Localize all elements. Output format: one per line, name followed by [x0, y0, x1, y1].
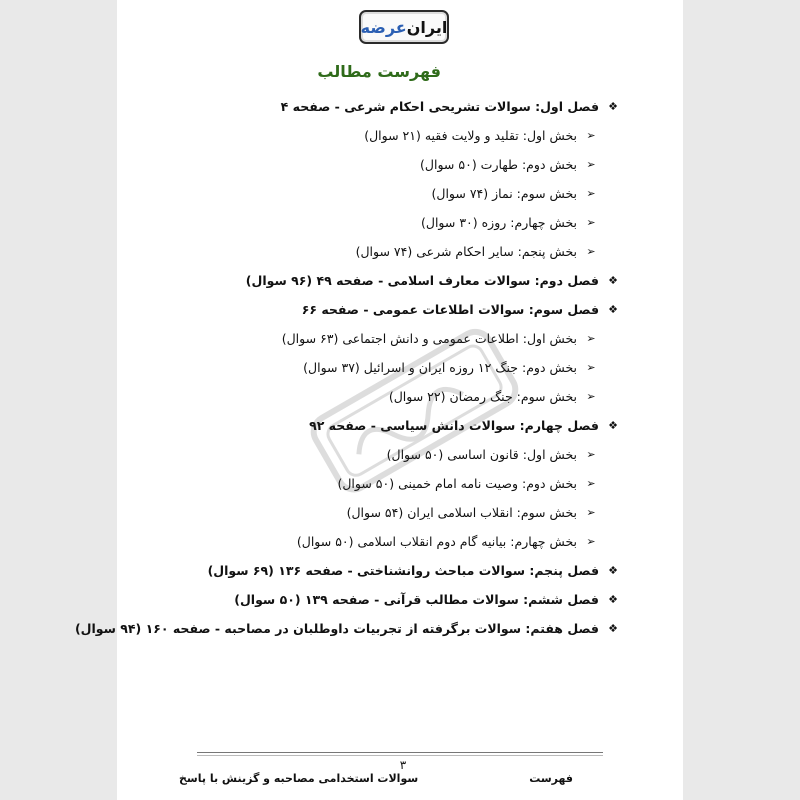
arrow-bullet-icon: ➢ — [586, 447, 596, 461]
toc-chapter-entry[interactable] — [75, 617, 621, 639]
toc-chapter-entry[interactable] — [309, 414, 621, 436]
toc-entry-text: بخش دوم: جنگ ۱۲ روزه ایران و اسرائیل (۳۷ سوال) — [303, 359, 577, 375]
toc-entry-text: بخش چهارم: روزه (۳۰ سوال) — [420, 214, 577, 230]
toc-entry-text: بخش دوم: وصیت نامه امام خمینی (۵۰ سوال) — [337, 475, 577, 491]
toc-chapter-entry[interactable] — [234, 588, 621, 610]
toc-entry-text: فصل چهارم: سوالات دانش سیاسی - صفحه ۹۲ — [309, 417, 599, 433]
arrow-bullet-icon: ➢ — [586, 128, 596, 142]
diamond-bullet-icon: ❖ — [608, 273, 618, 287]
toc-title: فهرست مطالب — [317, 62, 441, 81]
page-number: ۳ — [399, 758, 407, 772]
toc-entry-text: بخش اول: قانون اساسی (۵۰ سوال) — [386, 446, 577, 462]
toc-entry-text: بخش چهارم: بیانیه گام دوم انقلاب اسلامی (۵۰ سوال) — [296, 533, 577, 549]
arrow-bullet-icon: ➢ — [586, 505, 596, 519]
toc-entry-text: بخش پنجم: سایر احکام شرعی (۷۴ سوال) — [355, 243, 577, 259]
diamond-bullet-icon: ❖ — [608, 99, 618, 113]
toc-entry-text: فصل ششم: سوالات مطالب قرآنی - صفحه ۱۳۹ (۵۰ سوال) — [234, 591, 599, 607]
footer-divider — [197, 752, 603, 753]
toc-section-entry[interactable] — [421, 211, 599, 233]
toc-section-entry[interactable] — [297, 530, 599, 552]
diamond-bullet-icon: ❖ — [608, 563, 618, 577]
toc-entry-text: فصل اول: سوالات تشریحی احکام شرعی - صفحه ۴ — [280, 98, 599, 114]
toc-section-entry[interactable] — [420, 153, 599, 175]
toc-chapter-entry[interactable] — [302, 298, 621, 320]
arrow-bullet-icon: ➢ — [586, 215, 596, 229]
toc-entry-text: فصل پنجم: سوالات مباحث روانشناختی - صفحه ۱۳۶ (۶۹ سوال) — [207, 562, 599, 578]
toc-entry-text: بخش سوم: جنگ رمضان (۲۲ سوال) — [388, 388, 577, 404]
arrow-bullet-icon: ➢ — [586, 389, 596, 403]
arrow-bullet-icon: ➢ — [586, 157, 596, 171]
toc-entry-text: بخش سوم: انقلاب اسلامی ایران (۵۴ سوال) — [346, 504, 577, 520]
toc-entry-text: بخش اول: تقلید و ولایت فقیه (۲۱ سوال) — [364, 127, 577, 143]
arrow-bullet-icon: ➢ — [586, 186, 596, 200]
toc-section-entry[interactable] — [432, 182, 600, 204]
arrow-bullet-icon: ➢ — [586, 476, 596, 490]
toc-entry-text: بخش اول: اطلاعات عمومی و دانش اجتماعی (۶۳ سوال) — [281, 330, 577, 346]
toc-section-entry[interactable] — [364, 124, 599, 146]
footer-book-title: سوالات استخدامی مصاحبه و گزینش با پاسخ — [179, 772, 419, 785]
arrow-bullet-icon: ➢ — [586, 244, 596, 258]
diamond-bullet-icon: ❖ — [608, 592, 618, 606]
toc-entry-text: فصل هفتم: سوالات برگرفته از تجربیات داوطلبان در مصاحبه - صفحه ۱۶۰ (۹۴ سوال) — [74, 620, 599, 636]
toc-section-entry[interactable] — [282, 327, 599, 349]
table-of-contents — [74, 0, 683, 800]
toc-chapter-entry[interactable] — [246, 269, 621, 291]
footer-section-name: فهرست — [529, 772, 573, 785]
toc-section-entry[interactable] — [347, 501, 599, 523]
toc-section-entry[interactable] — [356, 240, 599, 262]
arrow-bullet-icon: ➢ — [586, 360, 596, 374]
toc-section-entry[interactable] — [337, 472, 599, 494]
toc-chapter-entry[interactable] — [208, 559, 621, 581]
toc-section-entry[interactable] — [303, 356, 599, 378]
document-page — [74, 0, 683, 800]
toc-section-entry[interactable] — [389, 385, 599, 407]
toc-entry-text: فصل سوم: سوالات اطلاعات عمومی - صفحه ۶۶ — [301, 301, 599, 317]
toc-entry-text: فصل دوم: سوالات معارف اسلامی - صفحه ۴۹ (۹۶ سوال) — [245, 272, 599, 288]
logo-accent: عرضه — [360, 17, 407, 37]
logo-text: ایران — [406, 17, 448, 37]
diamond-bullet-icon: ❖ — [608, 418, 618, 432]
toc-chapter-entry[interactable] — [281, 95, 621, 117]
toc-section-entry[interactable] — [387, 443, 599, 465]
diamond-bullet-icon: ❖ — [608, 621, 618, 635]
arrow-bullet-icon: ➢ — [586, 331, 596, 345]
diamond-bullet-icon: ❖ — [608, 302, 618, 316]
toc-entry-text: بخش سوم: نماز (۷۴ سوال) — [431, 185, 577, 201]
footer-divider-secondary — [197, 755, 603, 756]
arrow-bullet-icon: ➢ — [586, 534, 596, 548]
toc-entry-text: بخش دوم: طهارت (۵۰ سوال) — [420, 156, 577, 172]
